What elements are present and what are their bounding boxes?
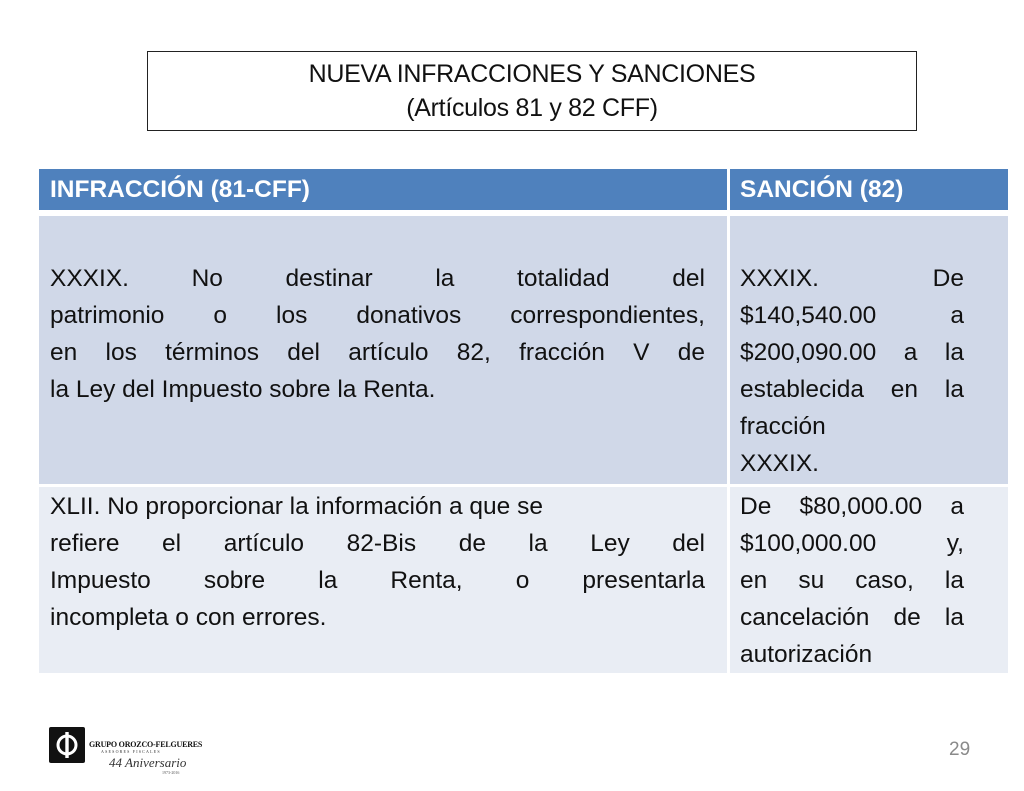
text-line: $200,090.00 a la bbox=[740, 339, 964, 366]
sancion-cell bbox=[730, 487, 1008, 673]
text-line: fracción bbox=[740, 413, 826, 440]
slide-title: NUEVA INFRACCIONES Y SANCIONES bbox=[308, 60, 756, 88]
infraccion-cell bbox=[39, 487, 730, 673]
text-line: establecida en la bbox=[740, 376, 964, 403]
logo-anniversary: 44 Aniversario bbox=[109, 755, 187, 770]
text-line: la Ley del Impuesto sobre la Renta. bbox=[50, 376, 436, 403]
text-line: De $80,000.00 a bbox=[740, 493, 964, 520]
logo-subtitle: ASESORES FISCALES bbox=[101, 749, 161, 754]
text-line: XXXIX. De bbox=[740, 265, 964, 292]
text-line: $140,540.00 a bbox=[740, 302, 964, 329]
text-line: en los términos del artículo 82, fracción V de bbox=[50, 339, 705, 366]
table-header-row bbox=[39, 169, 1008, 213]
slide-title-box bbox=[147, 51, 917, 131]
table-row bbox=[39, 216, 1008, 487]
slide-subtitle: (Artículos 81 y 82 CFF) bbox=[406, 94, 658, 122]
infraccion-cell bbox=[39, 216, 730, 487]
text-line: XLII. No proporcionar la información a que se bbox=[50, 493, 543, 520]
company-logo bbox=[49, 727, 203, 777]
header-infraccion: INFRACCIÓN (81-CFF) bbox=[39, 169, 730, 213]
text-line: cancelación de la bbox=[740, 604, 964, 631]
text-line: en su caso, la bbox=[740, 567, 964, 594]
text-line: refiere el artículo 82-Bis de la Ley del bbox=[50, 530, 705, 557]
text-line: XXXIX. bbox=[740, 450, 819, 477]
sancion-cell bbox=[730, 216, 1008, 487]
page-number: 29 bbox=[949, 739, 971, 760]
phi-logo-icon bbox=[49, 727, 85, 763]
header-sancion: SANCIÓN (82) bbox=[730, 169, 1008, 213]
text-line: incompleta o con errores. bbox=[50, 604, 327, 631]
text-line: $100,000.00 y, bbox=[740, 530, 964, 557]
logo-company-name: GRUPO OROZCO-FELGUERES bbox=[89, 740, 203, 749]
logo-years: 1973-2016 bbox=[162, 770, 180, 775]
text-line: patrimonio o los donativos correspondientes, bbox=[50, 302, 705, 329]
text-line: Impuesto sobre la Renta, o presentarla bbox=[50, 567, 705, 594]
text-line: XXXIX. No destinar la totalidad del bbox=[50, 265, 705, 292]
text-line: autorización bbox=[740, 641, 873, 668]
table-row bbox=[39, 487, 1008, 673]
